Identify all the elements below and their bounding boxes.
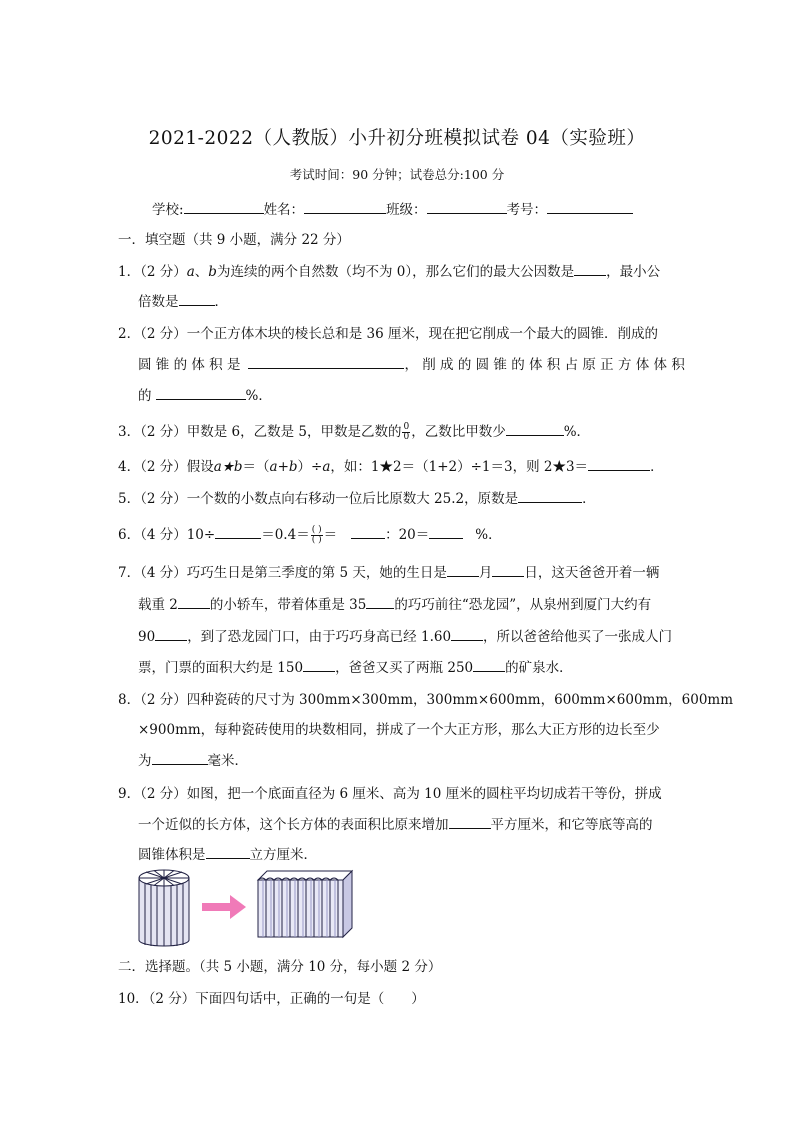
q8-end: 毫米． <box>207 753 248 769</box>
q3-text: 3．（2 分）甲数是 6，乙数是 5，甲数是乙数的 <box>118 424 402 440</box>
q2-line3 <box>138 384 272 404</box>
q7-blank-volume[interactable] <box>473 656 505 672</box>
arrow-right-icon <box>202 895 246 919</box>
q1-blank-gcd[interactable] <box>574 260 606 276</box>
q6-blank-divisor[interactable] <box>215 523 261 539</box>
q9-end: 立方厘米． <box>249 847 317 863</box>
q4-expr: a★b <box>213 459 243 475</box>
q9-line1: 9．（2 分）如图，把一个底面直径为 6 厘米、高为 10 厘米的圆柱平均切成若干等份，拼成 <box>118 786 662 802</box>
q6-fraction <box>311 526 323 545</box>
q4-line <box>118 455 664 475</box>
q7-line2 <box>138 593 651 613</box>
school-label: 学校: <box>152 202 184 218</box>
q7-blank-day[interactable] <box>492 561 524 577</box>
q2-blank-percent[interactable] <box>156 384 246 400</box>
q6-text: 6．（4 分）10÷ <box>118 527 216 543</box>
q4-text: 4．（2 分）假设 <box>118 459 214 475</box>
q1-end: ． <box>214 294 228 310</box>
q9-blank-cone[interactable] <box>206 843 250 859</box>
q8-text: 为 <box>138 753 152 769</box>
q7-text3: 日，这天爸爸开着一辆 <box>524 565 660 581</box>
name-field[interactable] <box>304 198 386 214</box>
q7-text11: ，爸爸又买了两瓶 250 <box>335 660 474 676</box>
q3-frac-num: 0 <box>403 422 410 432</box>
q2-text: 圆 锥 的 体 积 是 <box>138 357 241 373</box>
q1-text2: ，最小公 <box>606 264 661 280</box>
q1-var-a: a <box>186 264 195 280</box>
q1-blank-lcm[interactable] <box>179 290 215 306</box>
q3-end: %． <box>563 424 591 440</box>
q7-blank-distance[interactable] <box>155 625 187 641</box>
q6-blank-ratio[interactable] <box>351 523 385 539</box>
section1-heading: 一．填空题（共 9 小题，满分 22 分） <box>118 232 350 248</box>
q6-end: %． <box>475 527 502 543</box>
q4-expr2: a+b <box>269 459 298 475</box>
q9-line3 <box>138 843 317 863</box>
q1-line1 <box>118 260 660 280</box>
q7-blank-height[interactable] <box>451 625 483 641</box>
q1-var-b: b <box>208 264 217 280</box>
q6-frac-num: ( ) <box>311 525 322 535</box>
class-label: 班级： <box>386 202 427 218</box>
cylinder-to-cuboid-figure <box>136 866 356 948</box>
q3-text2: ，乙数比甲数少 <box>411 424 506 440</box>
q7-line4 <box>138 656 573 676</box>
q5-end: ． <box>582 491 596 507</box>
q4-var: a <box>322 459 331 475</box>
q8-line2: ×900mm，每种瓷砖使用的块数相同，拼成了一个大正方形，那么大正方形的边长至少 <box>138 722 660 738</box>
q8-line1: 8．（2 分）四种瓷砖的尺寸为 300mm×300mm，300mm×600mm，600mm×600mm，600mm <box>118 692 734 708</box>
q8-line3 <box>138 749 248 769</box>
q4-end: ． <box>650 459 664 475</box>
q2-line1: 2．（2 分）一个正方体木块的棱长总和是 36 厘米，现在把它削成一个最大的圆锥．削成的 <box>118 326 658 342</box>
q7-text8: ，到了恐龙园门口，由于巧巧身高已经 1.60 <box>187 629 452 645</box>
sliced-cylinder-icon <box>139 870 189 946</box>
q3-fraction <box>402 423 410 442</box>
q7-blank-load[interactable] <box>178 593 210 609</box>
q6-text2: ＝0.4＝ <box>261 527 310 543</box>
exam-no-field[interactable] <box>547 198 633 214</box>
q6-text4: ：20＝ <box>385 527 430 543</box>
q7-line3 <box>138 625 672 645</box>
info-row <box>152 198 633 218</box>
q7-line1 <box>118 561 659 581</box>
q6-text3: ＝ <box>323 527 338 543</box>
q3-line <box>118 420 590 442</box>
q10-line: 10．（2 分）下面四句话中，正确的一句是（ ） <box>118 991 425 1007</box>
q5-blank[interactable] <box>518 487 582 503</box>
q7-text5: 的小轿车，带着体重是 35 <box>209 597 367 613</box>
q7-text6: 的巧巧前往“恐龙园”，从泉州到厦门大约有 <box>394 597 652 613</box>
q6-frac-den: ( ) <box>311 535 322 545</box>
q7-text4: 载重 2 <box>138 597 178 613</box>
q1-text3: 倍数是 <box>138 294 179 310</box>
q7-blank-month[interactable] <box>447 561 479 577</box>
q1-text: 为连续的两个自然数（均不为 0），那么它们的最大公因数是 <box>216 264 575 280</box>
q4-text4: ，如：1★2＝（1+2）÷1＝3，则 2★3＝ <box>330 459 589 475</box>
approx-cuboid-icon <box>258 871 352 937</box>
q5-line <box>118 487 596 507</box>
q2-end: %． <box>245 388 272 404</box>
exam-no-label: 考号： <box>506 202 548 218</box>
q1-line2 <box>138 290 228 310</box>
q7-blank-area[interactable] <box>303 656 335 672</box>
q7-end: 的矿泉水． <box>505 660 573 676</box>
school-field[interactable] <box>184 198 264 214</box>
q7-text10: 票，门票的面积大约是 150 <box>138 660 304 676</box>
q7-blank-weight[interactable] <box>366 593 394 609</box>
q4-blank[interactable] <box>588 455 650 471</box>
q1-number: 1．（2 分） <box>118 264 187 280</box>
page-title: 2021-2022（人教版）小升初分班模拟试卷 04（实验班） <box>148 128 646 149</box>
q6-line <box>118 523 502 545</box>
q3-blank[interactable] <box>506 420 564 436</box>
q3-frac-den: 0 <box>403 432 410 442</box>
q4-text2: ＝（ <box>242 459 270 475</box>
exam-subtitle: 考试时间：90 分钟；试卷总分:100 分 <box>289 167 505 182</box>
name-label: 姓名： <box>263 202 305 218</box>
q6-blank-percent[interactable] <box>429 523 463 539</box>
q7-text: 7．（4 分）巧巧生日是第三季度的第 5 天，她的生日是 <box>118 565 447 581</box>
q2-text3: 的 <box>138 388 152 404</box>
q5-text: 5．（2 分）一个数的小数点向右移动一位后比原数大 25.2，原数是 <box>118 491 519 507</box>
q2-text2: ， 削 成 的 圆 锥 的 体 积 占 原 正 方 体 体 积 <box>404 357 685 373</box>
q9-text2: 平方厘米，和它等底等高的 <box>490 817 653 833</box>
q4-text3: ）÷ <box>297 459 323 475</box>
q8-blank[interactable] <box>152 749 208 765</box>
q9-line2 <box>138 813 653 833</box>
q9-text: 一个近似的长方体，这个长方体的表面积比原来增加 <box>138 817 449 833</box>
q1-sep: 、 <box>194 264 209 280</box>
q7-text7: 90 <box>138 629 156 645</box>
q9-text3: 圆锥体积是 <box>138 847 206 863</box>
q7-text9: ，所以爸爸给他买了一张成人门 <box>483 629 673 645</box>
q7-text2: 月 <box>478 565 493 581</box>
class-field[interactable] <box>427 198 507 214</box>
q9-blank-area[interactable] <box>449 813 491 829</box>
q2-blank-volume[interactable] <box>248 353 404 369</box>
q2-line2 <box>138 353 685 373</box>
section2-heading: 二．选择题。（共 5 小题，满分 10 分，每小题 2 分） <box>118 959 442 975</box>
